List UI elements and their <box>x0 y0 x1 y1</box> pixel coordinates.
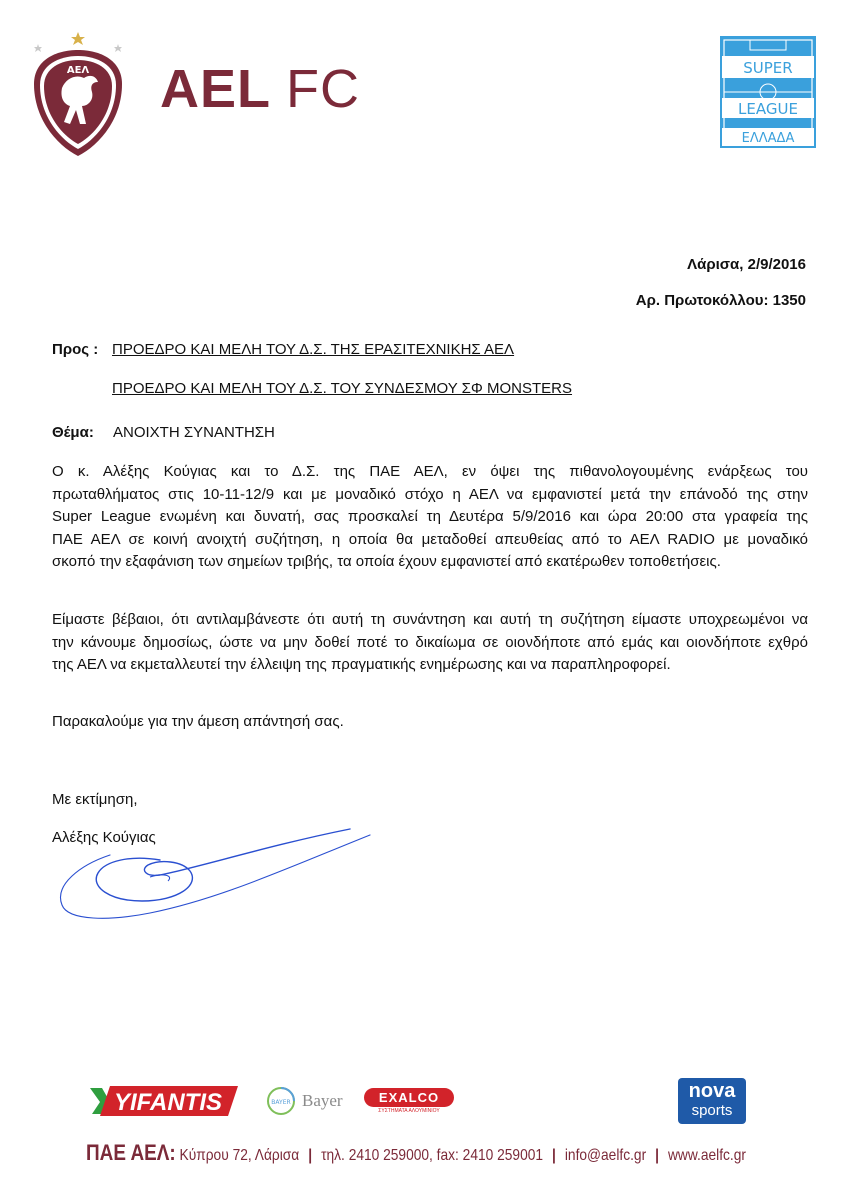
footer-club-name: ΠΑΕ ΑΕΛ: <box>86 1140 176 1165</box>
exalco-tagline: ΣΥΣΤΗΜΑΤΑ ΑΛΟΥΜΙΝΙΟΥ <box>378 1108 440 1114</box>
star-icon <box>34 44 42 52</box>
subject-label: Θέμα: <box>52 424 94 441</box>
svg-text:SUPER: SUPER <box>743 59 793 77</box>
body-paragraph <box>52 461 808 574</box>
subject-text: ΑΝΟΙΧΤΗ ΣΥΝΑΝΤΗΣΗ <box>113 424 275 441</box>
paragraph-line: την κάνουμε δημοσίως, ώστε να μην δοθεί ποτέ το δικαίωμα σε οιονδήποτε από εμάς και οιονδήποτε εχθρό <box>52 633 808 651</box>
svg-text:ΕΛΛΑΔΑ: ΕΛΛΑΔΑ <box>741 131 795 146</box>
letter-date: Λάρισα, 2/9/2016 <box>687 256 806 273</box>
bayer-cross-icon <box>266 1086 296 1116</box>
recipient-line: ΠΡΟΕΔΡΟ ΚΑΙ ΜΕΛΗ ΤΟΥ Δ.Σ. ΤΟΥ ΣΥΝΔΕΣΜΟΥ ΣΦ MONSTERS <box>112 380 573 397</box>
brand-main: AEL <box>160 59 271 119</box>
recipient-line: ΠΡΟΕΔΡΟ ΚΑΙ ΜΕΛΗ ΤΟΥ Δ.Σ. ΤΗΣ ΕΡΑΣΙΤΕΧΝΙΚΗΣ ΑΕΛ <box>112 341 515 358</box>
paragraph-line: ΠΑΕ ΑΕΛ σε κοινή ανοιχτή συζήτηση, η οποία θα μεταδοθεί απευθείας από το ΑΕΛ RADIO με μοναδικό <box>52 530 808 548</box>
closing: Με εκτίμηση, <box>52 791 138 808</box>
star-icon <box>114 44 122 52</box>
paragraph-line: σκοπό την εξαφάνιση των σημείων τριβής, τα οποία έχουν εμφανιστεί από εκατέρωθεν τοποθετήσεις. <box>52 553 721 570</box>
paragraph-line: Παρακαλούμε για την άμεση απάντησή σας. <box>52 713 344 730</box>
paragraph-line: της ΑΕΛ να εκμεταλλευτεί την έλλειψη της πραγματικής ενημέρωσης και να παραπληροφορεί. <box>52 656 671 673</box>
nova-sports-logo <box>678 1078 746 1124</box>
footer-separator: | <box>655 1147 660 1164</box>
exalco-wordmark: EXALCO <box>364 1088 454 1107</box>
bayer-wordmark: Bayer <box>302 1091 343 1110</box>
paragraph-line: πρωταθλήματος στις 10-11-12/9 και με μοναδικό στόχο η ΑΕΛ να εμφανιστεί μετά την επάνοδό της στην <box>52 485 808 503</box>
paragraph-line: Ο κ. Αλέξης Κούγιας και το Δ.Σ. της ΠΑΕ ΑΕΛ, εν όψει της πιθανολογουμένης ενάρξεως του <box>52 463 808 480</box>
footer-separator: | <box>308 1147 313 1164</box>
footer-website: www.aelfc.gr <box>667 1147 746 1164</box>
handwritten-signature <box>50 815 410 925</box>
ifantis-sponsor-logo <box>88 1082 240 1120</box>
svg-text:ΑΕΛ: ΑΕΛ <box>66 65 90 76</box>
paragraph-line: Super League ενωμένη και δυνατή, σας προσκαλεί τη Δευτέρα 5/9/2016 και ώρα 20:00 στα γραφεία της <box>52 508 808 525</box>
footer-email: info@aelfc.gr <box>564 1147 647 1164</box>
body-paragraph <box>52 609 808 677</box>
signer-name: Αλέξης Κούγιας <box>52 829 156 846</box>
paragraph-line: Είμαστε βέβαιοι, ότι αντιλαμβάνεστε ότι αυτή τη συνάντηση και αυτή τη συζήτηση είμαστε υποχρεωμένοι να <box>52 611 808 628</box>
svg-text:BAYER: BAYER <box>271 1099 291 1106</box>
bayer-sponsor-logo <box>266 1086 356 1116</box>
svg-text:LEAGUE: LEAGUE <box>738 100 798 118</box>
club-wordmark <box>160 59 361 119</box>
to-label: Προς : <box>52 341 99 358</box>
sports-wordmark: sports <box>691 1102 733 1119</box>
protocol-number: Αρ. Πρωτοκόλλου: 1350 <box>635 292 806 309</box>
footer-phone: τηλ. 2410 259000, fax: 2410 259001 <box>321 1147 544 1164</box>
nova-wordmark: nova <box>688 1080 736 1102</box>
footer-address: Κύπρου 72, Λάρισα <box>179 1147 300 1164</box>
super-league-greece-logo <box>720 36 816 148</box>
exalco-sponsor-logo <box>364 1088 454 1116</box>
footer-separator: | <box>552 1147 556 1164</box>
svg-text:YIFANTIS: YIFANTIS <box>113 1089 223 1116</box>
star-icon <box>71 32 85 45</box>
footer-contact-line <box>86 1140 746 1166</box>
brand-suffix: FC <box>286 59 361 119</box>
body-paragraph <box>52 711 808 734</box>
ael-crest-logo <box>28 28 128 160</box>
